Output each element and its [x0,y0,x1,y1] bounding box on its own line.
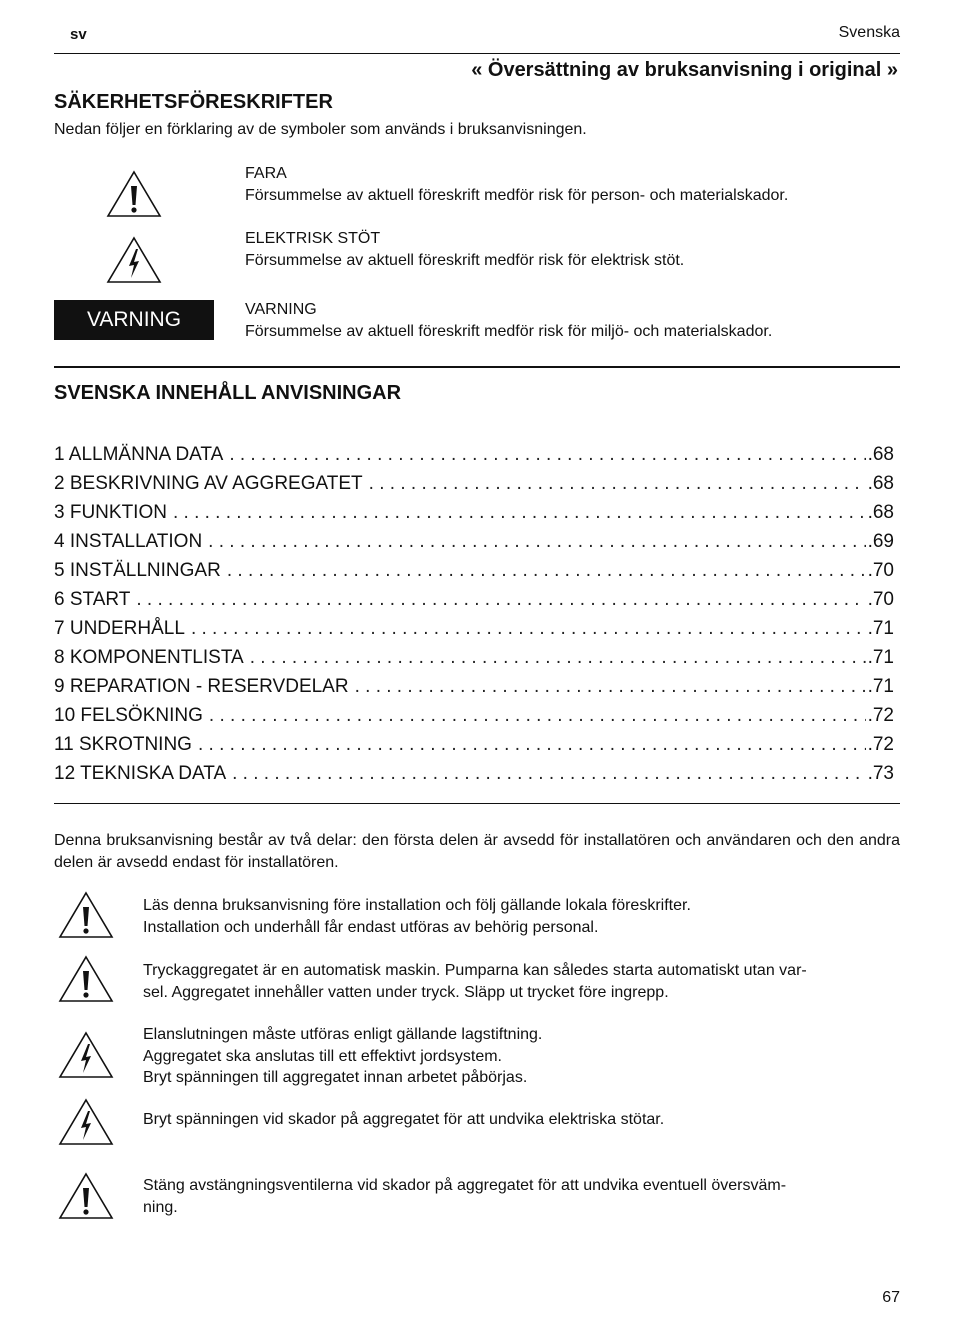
toc-item-page: .71 [867,618,894,639]
note-line: Tryckaggregatet är en automatisk maskin. Pumparna kan således starta automatiskt utan var- [143,962,807,979]
electric-shock-warning-icon [58,1098,114,1146]
toc-item-page: .72 [867,734,894,755]
exclamation-warning-icon [58,891,114,939]
note-line: Installation och underhåll får endast utföras av behörig personal. [143,918,599,936]
safety-title: SÄKERHETSFÖRESKRIFTER [54,91,333,113]
toc-item-label: 2 BESKRIVNING AV AGGREGATET [54,473,363,494]
toc-leader [208,531,865,553]
symbol-electric-text [245,228,684,272]
toc-leader [209,705,866,727]
note-electrical-connection [143,1024,900,1089]
electric-shock-warning-icon [58,1031,114,1079]
toc-item[interactable] [54,676,894,705]
page-number: 67 [882,1289,900,1306]
toc-leader [232,763,865,785]
toc-leader [355,676,866,698]
toc-item-label: 9 REPARATION - RESERVDELAR [54,676,349,697]
toc-item-page: .71 [867,676,894,697]
toc-leader [136,589,865,611]
note-line: ning. [143,1198,178,1216]
toc-item[interactable] [54,444,894,473]
toc-item[interactable] [54,763,894,792]
toc-item-page: .68 [867,473,894,494]
manual-intro-paragraph: Denna bruksanvisning består av två delar: den första delen är avsedd för installatören och användaren och den andra delen är avsedd endast för installatören. [54,832,900,871]
toc-item[interactable] [54,473,894,502]
toc-item-label: 11 SKROTNING [54,734,192,755]
toc-leader [191,618,866,640]
toc-item[interactable] [54,560,894,589]
note-read-manual [143,895,900,938]
toc-item[interactable] [54,531,894,560]
toc-item[interactable] [54,502,894,531]
note-disconnect-power [143,1109,900,1131]
toc-item-page: .70 [867,560,894,581]
note-close-valves [143,1175,900,1218]
language-name: Svenska [838,24,900,41]
note-line: Stäng avstängningsventilerna vid skador på aggregatet för att undvika eventuell översväm- [143,1177,787,1194]
toc-item-label: 3 FUNKTION [54,502,167,523]
symbol-electric-heading: ELEKTRISK STÖT [245,230,381,247]
toc-item-page: .71 [867,647,894,668]
toc-item-page: .69 [867,531,894,552]
toc-item[interactable] [54,647,894,676]
toc-leader [198,734,866,756]
language-code: sv [70,26,87,43]
toc-item-label: 7 UNDERHÅLL [54,618,185,639]
toc-item[interactable] [54,705,894,734]
exclamation-warning-icon [106,170,162,218]
toc-leader [369,473,866,495]
toc-item[interactable] [54,618,894,647]
toc-item-page: .68 [867,502,894,523]
note-line: Bryt spänningen vid skador på aggregatet för att undvika elektriska stötar. [143,1111,665,1128]
toc-item-page: .68 [867,444,894,465]
symbol-danger-heading: FARA [245,165,287,182]
toc-divider [54,803,900,804]
symbol-electric-description: Försummelse av aktuell föreskrift medför risk för elektrisk stöt. [245,252,685,269]
symbol-danger-text [245,163,788,207]
note-line: Aggregatet ska anslutas till ett effektivt jordsystem. [143,1047,502,1065]
section-divider [54,366,900,368]
toc-title: SVENSKA INNEHÅLL ANVISNINGAR [54,382,402,404]
toc-item-label: 8 KOMPONENTLISTA [54,647,244,668]
symbol-varning-heading: VARNING [245,301,317,318]
varning-badge: VARNING [54,300,214,340]
toc-leader [227,560,866,582]
document-subtitle: « Översättning av bruksanvisning i original » [471,59,898,81]
table-of-contents [54,444,894,792]
toc-item-page: .72 [867,705,894,726]
toc-item-label: 4 INSTALLATION [54,531,203,552]
toc-item-page: .73 [867,763,894,784]
safety-intro: Nedan följer en förklaring av de symboler som används i bruksanvisningen. [54,121,587,138]
toc-item[interactable] [54,734,894,763]
symbol-varning-description: Försummelse av aktuell föreskrift medför risk för miljö- och materialskador. [245,323,773,340]
toc-item-label: 10 FELSÖKNING [54,705,203,726]
note-line: Läs denna bruksanvisning före installation och följ gällande lokala föreskrifter. [143,897,691,914]
symbol-varning-text [245,299,772,343]
toc-leader [173,502,866,524]
toc-item-label: 5 INSTÄLLNINGAR [54,560,221,581]
note-line: sel. Aggregatet innehåller vatten under tryck. Släpp ut trycket före ingrepp. [143,983,669,1001]
symbol-danger-description: Försummelse av aktuell föreskrift medför risk för person- och materialskador. [245,187,789,204]
toc-item[interactable] [54,589,894,618]
toc-item-label: 6 START [54,589,131,610]
toc-item-label: 12 TEKNISKA DATA [54,763,227,784]
toc-leader [229,444,865,466]
toc-item-page: .70 [867,589,894,610]
note-line: Bryt spänningen till aggregatet innan arbetet påbörjas. [143,1069,528,1086]
electric-shock-warning-icon [106,236,162,284]
note-line: Elanslutningen måste utföras enligt gällande lagstiftning. [143,1026,543,1043]
header-divider [54,53,900,54]
note-automatic-machine [143,960,900,1003]
toc-leader [250,647,866,669]
exclamation-warning-icon [58,955,114,1003]
toc-item-label: 1 ALLMÄNNA DATA [54,444,224,465]
exclamation-warning-icon [58,1172,114,1220]
